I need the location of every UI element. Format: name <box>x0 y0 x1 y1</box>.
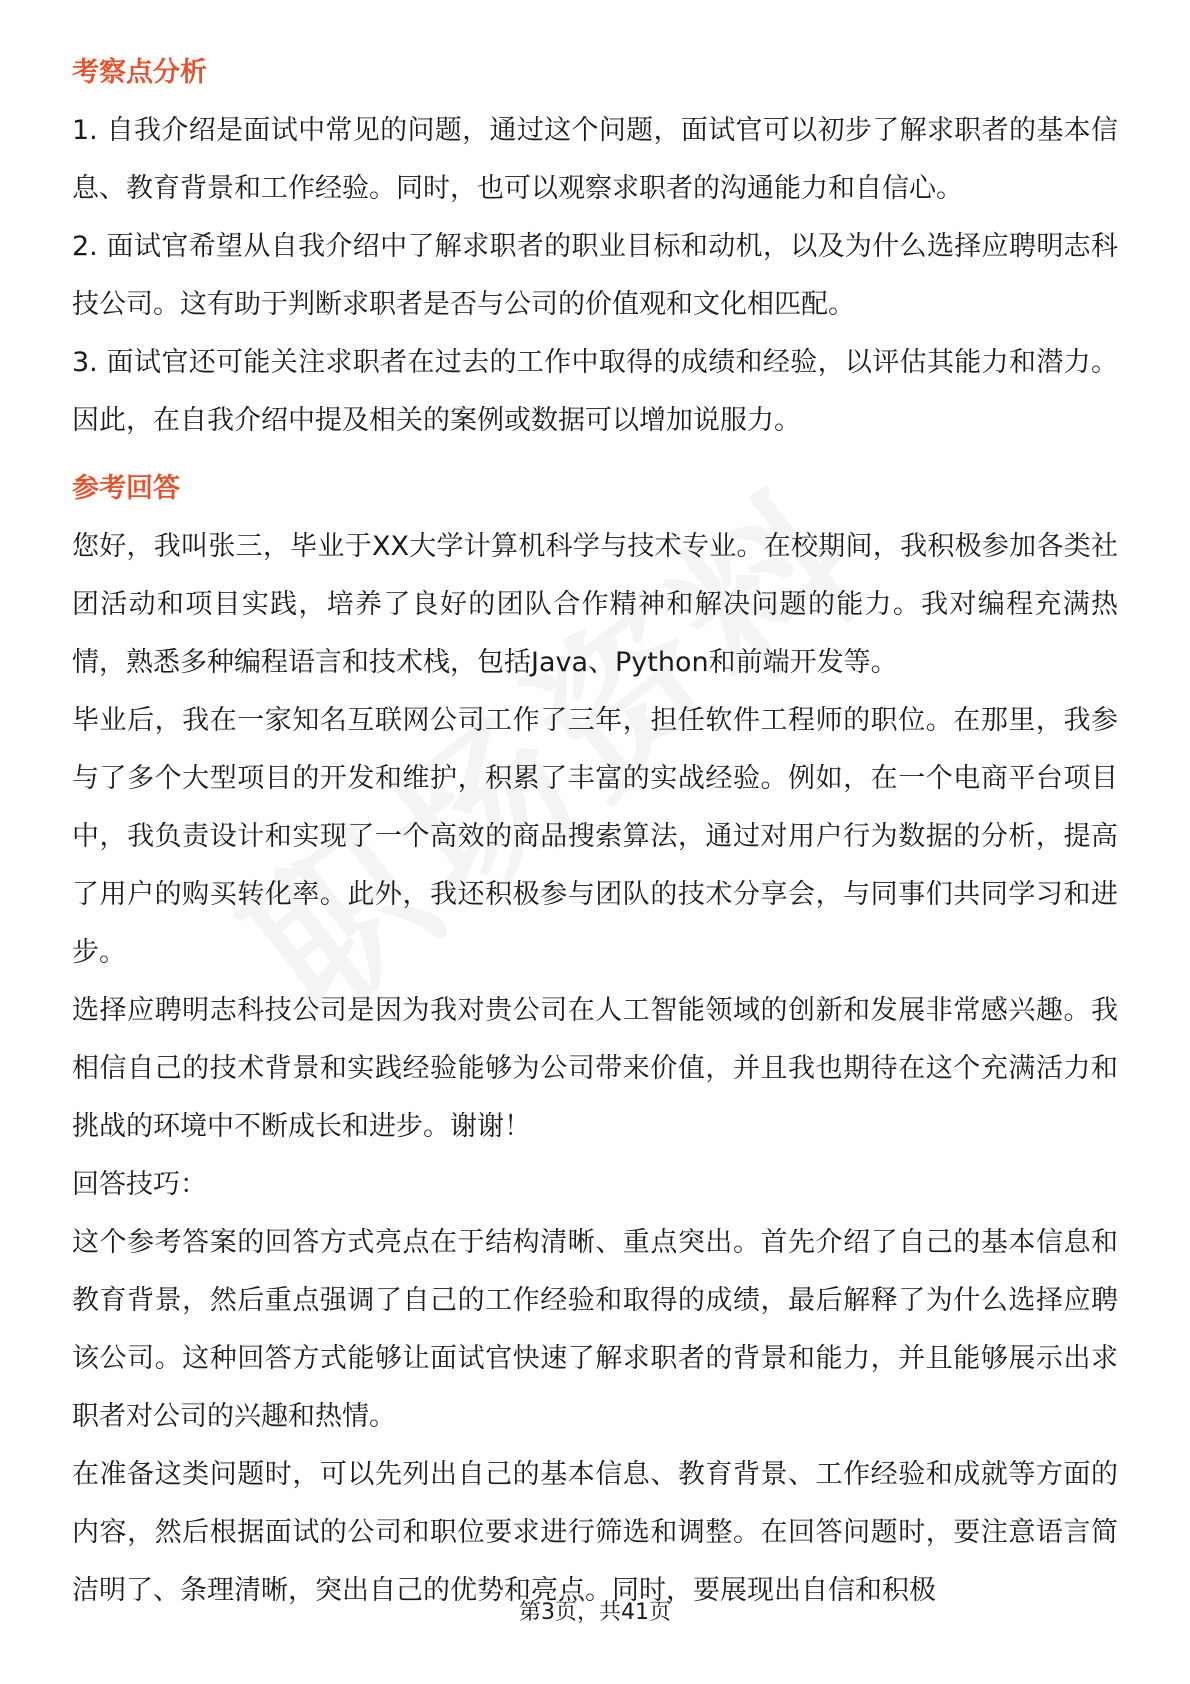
answer-paragraph-experience: 毕业后，我在一家知名互联网公司工作了三年，担任软件工程师的职位。在那里，我参与了多个大型项目的开发和维护，积累了丰富的实战经验。例如，在一个电商平台项目中，我负责设计和实现了一个高效的商品搜索算法，通过对用户行为数据的分析，提高了用户的购买转化率。此外，我还积极参与团队的技术分享会，与同事们共同学习和进步。 <box>72 705 1118 968</box>
answer-paragraph-motivation: 选择应聘明志科技公司是因为我对贵公司在人工智能领域的创新和发展非常感兴趣。我相信自己的技术背景和实践经验能够为公司带来价值，并且我也期待在这个充满活力和挑战的环境中不断成长和进步。谢谢！ <box>72 995 1118 1142</box>
analysis-point-3: 3. 面试官还可能关注求职者在过去的工作中取得的成绩和经验，以评估其能力和潜力。因此，在自我介绍中提及相关的案例或数据可以增加说服力。 <box>72 347 1118 436</box>
section-heading-analysis: 考察点分析 <box>72 57 207 88</box>
answer-tips-paragraph-1: 这个参考答案的回答方式亮点在于结构清晰、重点突出。首先介绍了自己的基本信息和教育背景，然后重点强调了自己的工作经验和取得的成绩，最后解释了为什么选择应聘该公司。这种回答方式能够让面试官快速了解求职者的背景和能力，并且能够展示出求职者对公司的兴趣和热情。 <box>72 1227 1118 1432</box>
answer-tips-label: 回答技巧： <box>72 1169 207 1200</box>
section-heading-reference-answer: 参考回答 <box>72 473 180 504</box>
page-number-footer: 第3页，共41页 <box>519 1600 671 1625</box>
analysis-point-1: 1. 自我介绍是面试中常见的问题，通过这个问题，面试官可以初步了解求职者的基本信息、教育背景和工作经验。同时，也可以观察求职者的沟通能力和自信心。 <box>72 115 1118 204</box>
document-content <box>72 44 1118 1620</box>
answer-tips-paragraph-2: 在准备这类问题时，可以先列出自己的基本信息、教育背景、工作经验和成就等方面的内容，然后根据面试的公司和职位要求进行筛选和调整。在回答问题时，要注意语言简洁明了、条理清晰，突出自己的优势和亮点。同时，要展现出自信和积极 <box>72 1459 1118 1606</box>
analysis-point-2: 2. 面试官希望从自我介绍中了解求职者的职业目标和动机，以及为什么选择应聘明志科技公司。这有助于判断求职者是否与公司的价值观和文化相匹配。 <box>72 231 1118 320</box>
answer-paragraph-intro: 您好，我叫张三，毕业于XX大学计算机科学与技术专业。在校期间，我积极参加各类社团活动和项目实践，培养了良好的团队合作精神和解决问题的能力。我对编程充满热情，熟悉多种编程语言和技术栈，包括Java、Python和前端开发等。 <box>72 531 1118 678</box>
